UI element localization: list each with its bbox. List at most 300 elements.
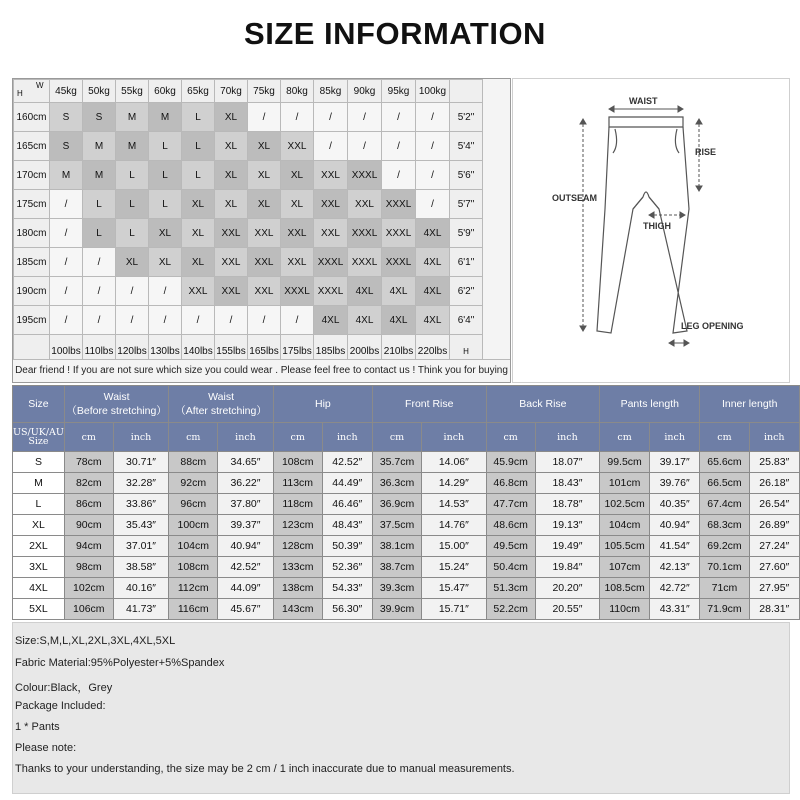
size-cell: XXL	[281, 219, 314, 248]
measure-group-title: Inner length	[721, 398, 778, 410]
size-cell: /	[50, 306, 83, 335]
cm-value-cell: 71.9cm	[700, 599, 749, 620]
cm-value-cell: 116cm	[169, 599, 218, 620]
chart-unit-row	[13, 423, 800, 452]
feet-cell: 6'4"	[450, 306, 483, 335]
size-cell: /	[149, 306, 182, 335]
size-cell: XL	[215, 132, 248, 161]
size-cell: /	[281, 306, 314, 335]
size-cell: 4XL	[416, 248, 450, 277]
size-cell: XXL	[348, 190, 382, 219]
size-cell: XXXL	[348, 219, 382, 248]
size-name-cell: S	[13, 452, 65, 473]
measure-group-title: Waist	[103, 390, 130, 403]
inch-value-cell: 18.07″	[535, 452, 599, 473]
cm-value-cell: 108cm	[169, 557, 218, 578]
size-cell: /	[50, 277, 83, 306]
inch-value-cell: 56.30″	[322, 599, 372, 620]
weight-header: 85kg	[314, 80, 348, 103]
size-cell: 4XL	[382, 277, 416, 306]
size-cell: XL	[182, 219, 215, 248]
size-cell: M	[116, 132, 149, 161]
cm-value-cell: 108cm	[273, 452, 322, 473]
measure-group-header	[169, 386, 273, 423]
size-cell: /	[314, 103, 348, 132]
inch-value-cell: 43.31″	[650, 599, 700, 620]
size-cell: XL	[215, 103, 248, 132]
size-cell: XXXL	[348, 161, 382, 190]
size-cell: L	[149, 190, 182, 219]
grid-row	[14, 190, 483, 219]
inch-value-cell: 36.22″	[218, 473, 274, 494]
inch-value-cell: 15.71″	[422, 599, 486, 620]
inch-value-cell: 19.49″	[535, 536, 599, 557]
outseam-label: OUTSEAM	[552, 193, 597, 203]
size-cell: XL	[149, 248, 182, 277]
cm-value-cell: 86cm	[64, 494, 113, 515]
unit-cm-header: cm	[486, 423, 535, 452]
cm-value-cell: 92cm	[169, 473, 218, 494]
inch-value-cell: 35.43″	[113, 515, 169, 536]
cm-value-cell: 70.1cm	[700, 557, 749, 578]
size-cell: XL	[215, 190, 248, 219]
cm-value-cell: 99.5cm	[600, 452, 650, 473]
corner-bottom: H	[450, 335, 483, 368]
lbs-cell: 140lbs	[182, 335, 215, 368]
inch-value-cell: 14.06″	[422, 452, 486, 473]
size-name-cell: 5XL	[13, 599, 65, 620]
size-cell: L	[182, 161, 215, 190]
cm-value-cell: 112cm	[169, 578, 218, 599]
cm-value-cell: 39.3cm	[372, 578, 421, 599]
inch-value-cell: 48.43″	[322, 515, 372, 536]
chart-header-row	[13, 386, 800, 423]
size-cell: M	[50, 161, 83, 190]
size-cell: M	[116, 103, 149, 132]
size-cell: XL	[116, 248, 149, 277]
size-cell: XXL	[248, 219, 281, 248]
cm-value-cell: 38.1cm	[372, 536, 421, 557]
size-cell: L	[182, 103, 215, 132]
size-cell: S	[50, 132, 83, 161]
cm-value-cell: 104cm	[600, 515, 650, 536]
size-cell: /	[382, 132, 416, 161]
inch-value-cell: 44.49″	[322, 473, 372, 494]
unit-cm-header: cm	[169, 423, 218, 452]
size-cell: XXL	[248, 277, 281, 306]
cm-value-cell: 138cm	[273, 578, 322, 599]
size-name-cell: 2XL	[13, 536, 65, 557]
size-cell: /	[116, 306, 149, 335]
unit-cm-header: cm	[600, 423, 650, 452]
unit-inch-header: inch	[650, 423, 700, 452]
cm-value-cell: 110cm	[600, 599, 650, 620]
inch-value-cell: 50.39″	[322, 536, 372, 557]
size-cell: XXL	[215, 219, 248, 248]
size-cell: M	[83, 161, 116, 190]
measure-group-subtitle: （Before stretching）	[66, 404, 167, 417]
size-cell: L	[149, 132, 182, 161]
info-colour: Colour:Black，Grey	[15, 682, 113, 694]
unit-inch-header: inch	[322, 423, 372, 452]
cm-value-cell: 67.4cm	[700, 494, 749, 515]
size-cell: /	[416, 190, 450, 219]
grid-row	[14, 219, 483, 248]
chart-row	[13, 599, 800, 620]
cm-value-cell: 65.6cm	[700, 452, 749, 473]
size-cell: XXXL	[382, 248, 416, 277]
inch-value-cell: 34.65″	[218, 452, 274, 473]
size-cell: S	[83, 103, 116, 132]
info-sizes: Size:S,M,L,XL,2XL,3XL,4XL,5XL	[15, 635, 176, 647]
inch-value-cell: 38.58″	[113, 557, 169, 578]
grid-row	[14, 132, 483, 161]
size-cell: 4XL	[416, 277, 450, 306]
chart-row	[13, 473, 800, 494]
inch-value-cell: 25.83″	[749, 452, 799, 473]
inch-value-cell: 27.24″	[749, 536, 799, 557]
grid-row	[14, 248, 483, 277]
size-name-cell: 3XL	[13, 557, 65, 578]
size-cell: XXXL	[348, 248, 382, 277]
feet-cell: 5'9"	[450, 219, 483, 248]
lbs-cell: 110lbs	[83, 335, 116, 368]
grid-row	[14, 103, 483, 132]
size-cell: /	[182, 306, 215, 335]
lbs-cell: 100lbs	[50, 335, 83, 368]
size-cell: /	[348, 103, 382, 132]
measure-group-header	[273, 386, 372, 423]
inch-value-cell: 33.86″	[113, 494, 169, 515]
cm-value-cell: 82cm	[64, 473, 113, 494]
cm-value-cell: 46.8cm	[486, 473, 535, 494]
measure-group-title: Hip	[315, 398, 331, 410]
size-cell: XXXL	[382, 190, 416, 219]
grid-row	[14, 306, 483, 335]
inch-value-cell: 26.89″	[749, 515, 799, 536]
cm-value-cell: 68.3cm	[700, 515, 749, 536]
size-recommendation-grid	[12, 78, 511, 383]
feet-cell: 5'2"	[450, 103, 483, 132]
inch-value-cell: 45.67″	[218, 599, 274, 620]
grid-row	[14, 277, 483, 306]
inch-value-cell: 18.78″	[535, 494, 599, 515]
height-cell: 175cm	[14, 190, 50, 219]
measure-group-title: Front Rise	[405, 398, 454, 410]
size-cell: XL	[215, 161, 248, 190]
measure-group-header	[600, 386, 700, 423]
size-cell: XL	[281, 161, 314, 190]
size-cell: L	[149, 161, 182, 190]
size-cell: S	[50, 103, 83, 132]
size-cell: L	[116, 219, 149, 248]
size-region-line1: US/UK/AU	[13, 427, 64, 438]
height-cell: 190cm	[14, 277, 50, 306]
inch-value-cell: 40.94″	[218, 536, 274, 557]
measure-group-title: Back Rise	[519, 398, 567, 410]
info-item: 1 * Pants	[15, 721, 60, 733]
unit-cm-header: cm	[64, 423, 113, 452]
unit-inch-header: inch	[113, 423, 169, 452]
unit-cm-header: cm	[273, 423, 322, 452]
info-fabric: Fabric Material:95%Polyester+5%Spandex	[15, 657, 225, 669]
size-cell: XXL	[314, 219, 348, 248]
info-package: Package Included:	[15, 700, 106, 712]
lbs-cell: 185lbs	[314, 335, 348, 368]
weight-header: 90kg	[348, 80, 382, 103]
cm-value-cell: 47.7cm	[486, 494, 535, 515]
leg-opening-label: LEG OPENING	[681, 321, 744, 331]
product-info	[12, 622, 790, 794]
unit-inch-header: inch	[422, 423, 486, 452]
size-cell: XXL	[248, 248, 281, 277]
size-cell: XXL	[215, 248, 248, 277]
inch-value-cell: 37.80″	[218, 494, 274, 515]
inch-value-cell: 42.72″	[650, 578, 700, 599]
cm-value-cell: 45.9cm	[486, 452, 535, 473]
size-cell: /	[83, 277, 116, 306]
cm-value-cell: 128cm	[273, 536, 322, 557]
height-cell: 165cm	[14, 132, 50, 161]
grid-note: Dear friend ! If you are not sure which size you could wear . Please feel free to contact us ! Think you for buying	[13, 359, 510, 382]
size-cell: /	[149, 277, 182, 306]
size-cell: XXL	[314, 190, 348, 219]
size-cell: /	[50, 190, 83, 219]
corner-h-label: H	[17, 89, 23, 98]
size-cell: XL	[248, 161, 281, 190]
weight-header: 50kg	[83, 80, 116, 103]
size-cell: 4XL	[382, 306, 416, 335]
thigh-label: THIGH	[643, 221, 671, 231]
cm-value-cell: 123cm	[273, 515, 322, 536]
cm-value-cell: 66.5cm	[700, 473, 749, 494]
weight-header: 100kg	[416, 80, 450, 103]
chart-row	[13, 452, 800, 473]
inch-value-cell: 28.31″	[749, 599, 799, 620]
cm-value-cell: 118cm	[273, 494, 322, 515]
size-cell: XXL	[314, 161, 348, 190]
chart-row	[13, 536, 800, 557]
inch-value-cell: 26.54″	[749, 494, 799, 515]
cm-value-cell: 98cm	[64, 557, 113, 578]
height-weight-table	[13, 79, 483, 368]
size-cell: M	[83, 132, 116, 161]
lbs-cell: 165lbs	[248, 335, 281, 368]
weight-header: 75kg	[248, 80, 281, 103]
page-title: SIZE INFORMATION	[244, 16, 546, 51]
inch-value-cell: 39.76″	[650, 473, 700, 494]
size-cell: /	[416, 161, 450, 190]
height-cell: 185cm	[14, 248, 50, 277]
size-cell: XXXL	[314, 277, 348, 306]
size-cell: 4XL	[416, 219, 450, 248]
inch-value-cell: 27.95″	[749, 578, 799, 599]
cm-value-cell: 39.9cm	[372, 599, 421, 620]
measure-group-title: Waist	[208, 390, 234, 403]
inch-value-cell: 44.09″	[218, 578, 274, 599]
lbs-cell: 220lbs	[416, 335, 450, 368]
size-cell: /	[215, 306, 248, 335]
inch-value-cell: 42.52″	[218, 557, 274, 578]
cm-value-cell: 78cm	[64, 452, 113, 473]
size-cell: /	[248, 306, 281, 335]
weight-header: 80kg	[281, 80, 314, 103]
cm-value-cell: 50.4cm	[486, 557, 535, 578]
measure-group-header	[486, 386, 600, 423]
size-cell: /	[281, 103, 314, 132]
cm-value-cell: 37.5cm	[372, 515, 421, 536]
inch-value-cell: 40.35″	[650, 494, 700, 515]
chart-row	[13, 578, 800, 599]
cm-value-cell: 113cm	[273, 473, 322, 494]
cm-value-cell: 88cm	[169, 452, 218, 473]
size-cell: /	[314, 132, 348, 161]
size-cell: /	[116, 277, 149, 306]
lbs-cell: 175lbs	[281, 335, 314, 368]
cm-value-cell: 102.5cm	[600, 494, 650, 515]
size-cell: /	[248, 103, 281, 132]
size-cell: 4XL	[416, 306, 450, 335]
size-header: Size	[13, 386, 65, 423]
chart-row	[13, 515, 800, 536]
cm-value-cell: 52.2cm	[486, 599, 535, 620]
size-region-label	[13, 423, 65, 452]
size-cell: /	[416, 132, 450, 161]
cm-value-cell: 143cm	[273, 599, 322, 620]
cm-value-cell: 107cm	[600, 557, 650, 578]
inch-value-cell: 40.16″	[113, 578, 169, 599]
size-name-cell: M	[13, 473, 65, 494]
info-note: Please note:	[15, 742, 77, 754]
size-cell: /	[382, 103, 416, 132]
inch-value-cell: 19.84″	[535, 557, 599, 578]
cm-value-cell: 90cm	[64, 515, 113, 536]
chart-row	[13, 494, 800, 515]
inch-value-cell: 14.53″	[422, 494, 486, 515]
inch-value-cell: 46.46″	[322, 494, 372, 515]
size-region-line2: Size	[28, 436, 49, 447]
inch-value-cell: 32.28″	[113, 473, 169, 494]
cm-value-cell: 105.5cm	[600, 536, 650, 557]
grid-header-row	[14, 80, 483, 103]
inch-value-cell: 41.54″	[650, 536, 700, 557]
inch-value-cell: 42.52″	[322, 452, 372, 473]
inch-value-cell: 20.55″	[535, 599, 599, 620]
cm-value-cell: 102cm	[64, 578, 113, 599]
feet-cell: 6'1"	[450, 248, 483, 277]
cm-value-cell: 36.3cm	[372, 473, 421, 494]
feet-cell: 6'2"	[450, 277, 483, 306]
measure-group-header	[700, 386, 800, 423]
measure-group-subtitle: （After stretching）	[175, 404, 267, 417]
cm-value-cell: 36.9cm	[372, 494, 421, 515]
size-cell: XL	[281, 190, 314, 219]
inch-value-cell: 15.47″	[422, 578, 486, 599]
waist-label: WAIST	[629, 96, 658, 106]
feet-cell: 5'7"	[450, 190, 483, 219]
size-cell: 4XL	[348, 277, 382, 306]
inch-value-cell: 15.00″	[422, 536, 486, 557]
feet-header-blank	[450, 80, 483, 103]
unit-inch-header: inch	[218, 423, 274, 452]
size-cell: 4XL	[314, 306, 348, 335]
inch-value-cell: 39.17″	[650, 452, 700, 473]
cm-value-cell: 108.5cm	[600, 578, 650, 599]
lbs-cell: 210lbs	[382, 335, 416, 368]
size-cell: L	[116, 161, 149, 190]
size-cell: /	[50, 219, 83, 248]
size-name-cell: L	[13, 494, 65, 515]
size-cell: /	[50, 248, 83, 277]
size-cell: /	[83, 248, 116, 277]
inch-value-cell: 42.13″	[650, 557, 700, 578]
size-cell: XXXL	[314, 248, 348, 277]
unit-inch-header: inch	[749, 423, 799, 452]
weight-header: 60kg	[149, 80, 182, 103]
lbs-cell: 120lbs	[116, 335, 149, 368]
rise-label: RISE	[695, 147, 717, 157]
pants-diagram	[512, 78, 790, 383]
inch-value-cell: 15.24″	[422, 557, 486, 578]
unit-cm-header: cm	[372, 423, 421, 452]
cm-value-cell: 69.2cm	[700, 536, 749, 557]
inch-value-cell: 30.71″	[113, 452, 169, 473]
cm-value-cell: 133cm	[273, 557, 322, 578]
size-cell: L	[116, 190, 149, 219]
inch-value-cell: 54.33″	[322, 578, 372, 599]
cm-value-cell: 71cm	[700, 578, 749, 599]
size-cell: XXL	[281, 132, 314, 161]
cm-value-cell: 94cm	[64, 536, 113, 557]
weight-header: 95kg	[382, 80, 416, 103]
inch-value-cell: 41.73″	[113, 599, 169, 620]
size-cell: /	[83, 306, 116, 335]
size-cell: /	[348, 132, 382, 161]
size-cell: M	[149, 103, 182, 132]
cm-value-cell: 100cm	[169, 515, 218, 536]
size-cell: XXL	[182, 277, 215, 306]
size-name-cell: 4XL	[13, 578, 65, 599]
size-cell: XL	[149, 219, 182, 248]
inch-value-cell: 40.94″	[650, 515, 700, 536]
size-cell: XL	[248, 190, 281, 219]
cm-value-cell: 106cm	[64, 599, 113, 620]
size-cell: XL	[182, 248, 215, 277]
lbs-cell: 130lbs	[149, 335, 182, 368]
inch-value-cell: 20.20″	[535, 578, 599, 599]
cm-value-cell: 38.7cm	[372, 557, 421, 578]
cm-value-cell: 49.5cm	[486, 536, 535, 557]
measure-group-title: Pants length	[620, 398, 679, 410]
measure-group-header	[372, 386, 486, 423]
inch-value-cell: 19.13″	[535, 515, 599, 536]
grid-row	[14, 161, 483, 190]
size-name-cell: XL	[13, 515, 65, 536]
size-cell: L	[182, 132, 215, 161]
cm-value-cell: 101cm	[600, 473, 650, 494]
weight-header: 45kg	[50, 80, 83, 103]
weight-header: 65kg	[182, 80, 215, 103]
cm-value-cell: 104cm	[169, 536, 218, 557]
info-thanks: Thanks to your understanding, the size may be 2 cm / 1 inch inaccurate due to manual measurements.	[15, 763, 515, 775]
size-cell: 4XL	[348, 306, 382, 335]
size-cell: /	[382, 161, 416, 190]
unit-cm-header: cm	[700, 423, 749, 452]
cm-value-cell: 48.6cm	[486, 515, 535, 536]
unit-inch-header: inch	[535, 423, 599, 452]
inch-value-cell: 37.01″	[113, 536, 169, 557]
weight-header: 70kg	[215, 80, 248, 103]
